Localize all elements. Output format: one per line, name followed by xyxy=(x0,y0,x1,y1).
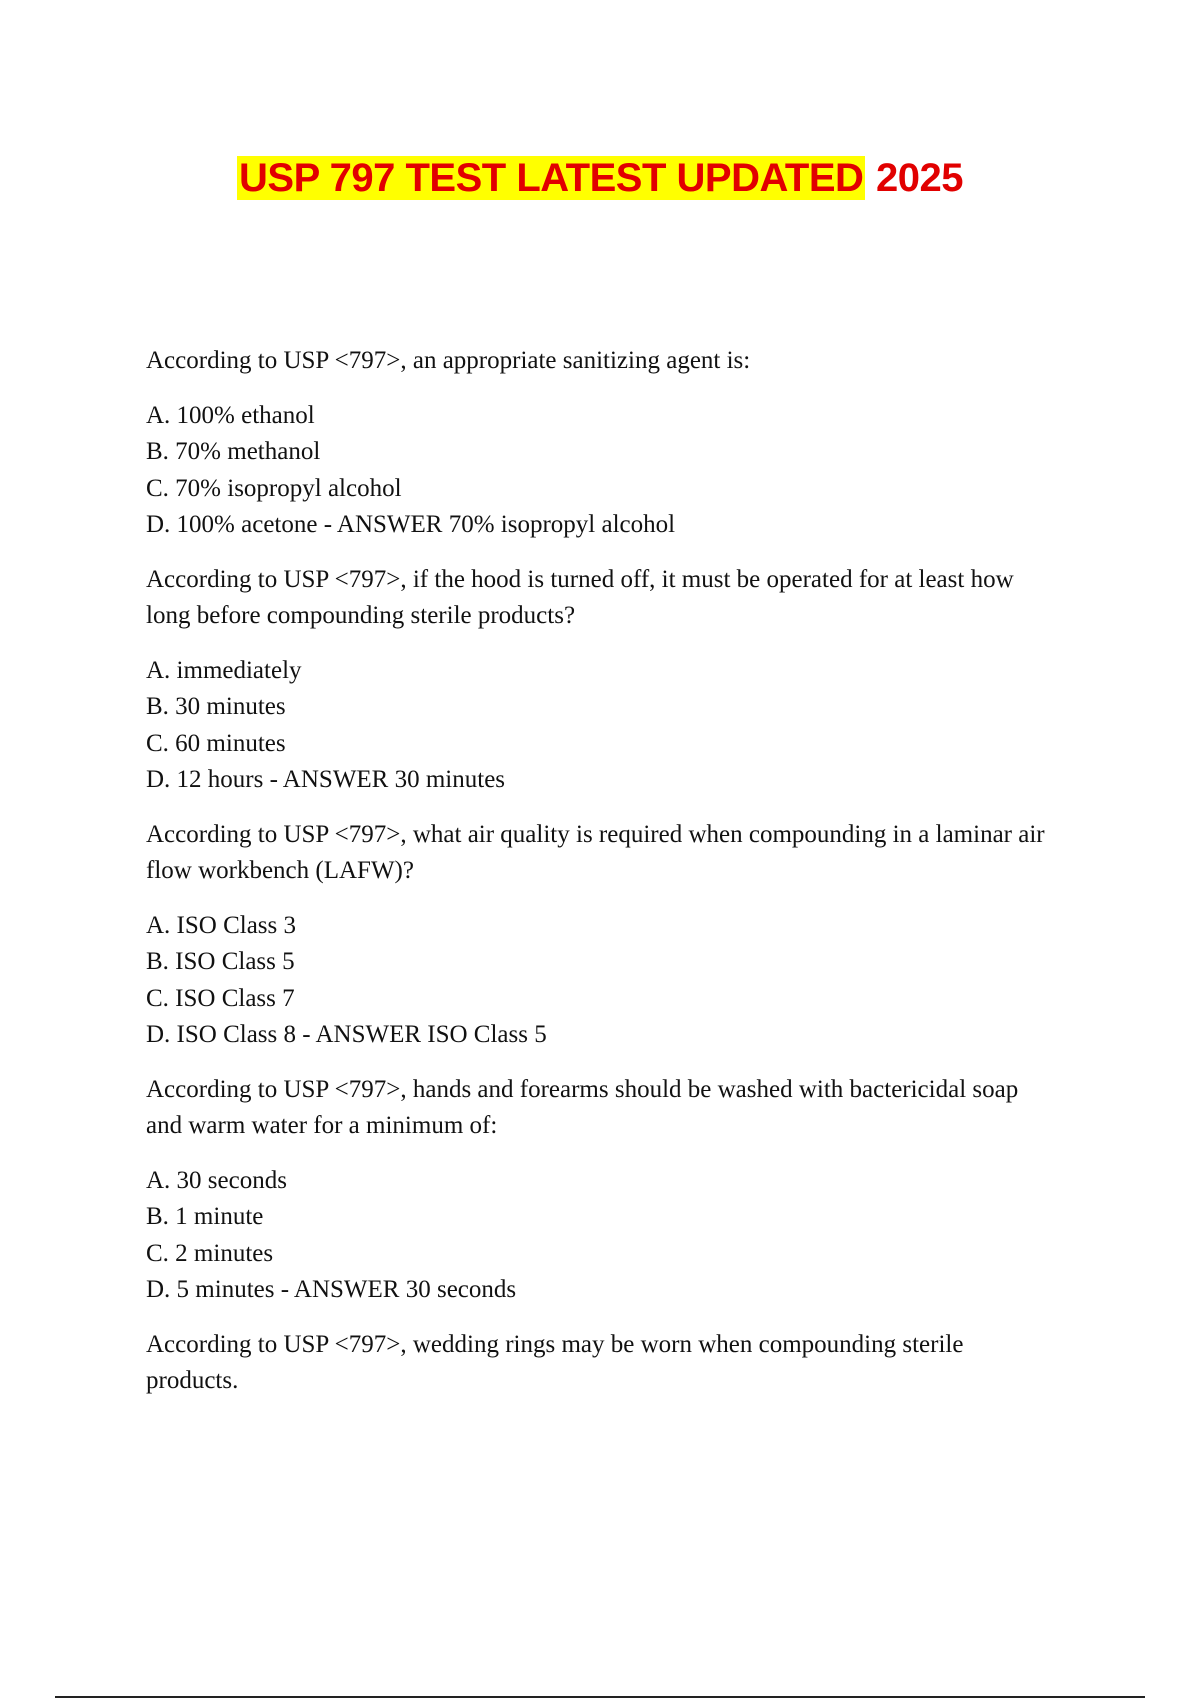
option-list xyxy=(146,908,1046,1054)
option-c: C. 60 minutes xyxy=(146,729,286,757)
option-list xyxy=(146,653,1046,799)
question-text: According to USP <797>, an appropriate sanitizing agent is: xyxy=(146,347,751,374)
question-text: According to USP <797>, what air quality is required when compounding in a laminar air flow workbench (LAFW)? xyxy=(146,820,1045,884)
option-a: A. 100% ethanol xyxy=(146,401,315,429)
option-b: B. ISO Class 5 xyxy=(146,948,295,975)
question-list xyxy=(146,343,1046,1418)
question-3 xyxy=(146,817,1046,1054)
option-d-with-answer: D. 5 minutes - ANSWER 30 seconds xyxy=(146,1276,517,1303)
option-d-with-answer: D. 100% acetone - ANSWER 70% isopropyl alcohol xyxy=(146,511,676,538)
option-c: C. ISO Class 7 xyxy=(146,984,295,1012)
option-d-with-answer: D. ISO Class 8 - ANSWER ISO Class 5 xyxy=(146,1021,547,1048)
question-text: According to USP <797>, if the hood is turned off, it must be operated for at least how long before compounding sterile products? xyxy=(146,565,1014,629)
option-a: A. ISO Class 3 xyxy=(146,911,297,939)
option-b: B. 30 minutes xyxy=(146,693,286,720)
page-bottom-divider xyxy=(55,1696,1145,1698)
option-a: A. immediately xyxy=(146,656,302,684)
question-5 xyxy=(146,1327,1006,1400)
option-list xyxy=(146,398,1046,544)
question-4 xyxy=(146,1072,1046,1309)
option-list xyxy=(146,1163,1046,1309)
title-year: 2025 xyxy=(876,156,963,200)
option-a: A. 30 seconds xyxy=(146,1166,287,1194)
option-b: B. 1 minute xyxy=(146,1203,264,1230)
option-c: C. 2 minutes xyxy=(146,1239,274,1267)
question-text: According to USP <797>, hands and forearms should be washed with bactericidal soap and warm water for a minimum of: xyxy=(146,1075,1019,1139)
title-highlighted-text: USP 797 TEST LATEST UPDATED xyxy=(239,156,864,200)
question-1 xyxy=(146,343,1046,544)
option-b: B. 70% methanol xyxy=(146,438,321,465)
question-text: According to USP <797>, wedding rings may be worn when compounding sterile products. xyxy=(146,1330,964,1394)
option-d-with-answer: D. 12 hours - ANSWER 30 minutes xyxy=(146,766,506,793)
question-2 xyxy=(146,562,1046,799)
document-title xyxy=(0,150,1200,206)
option-c: C. 70% isopropyl alcohol xyxy=(146,474,402,502)
